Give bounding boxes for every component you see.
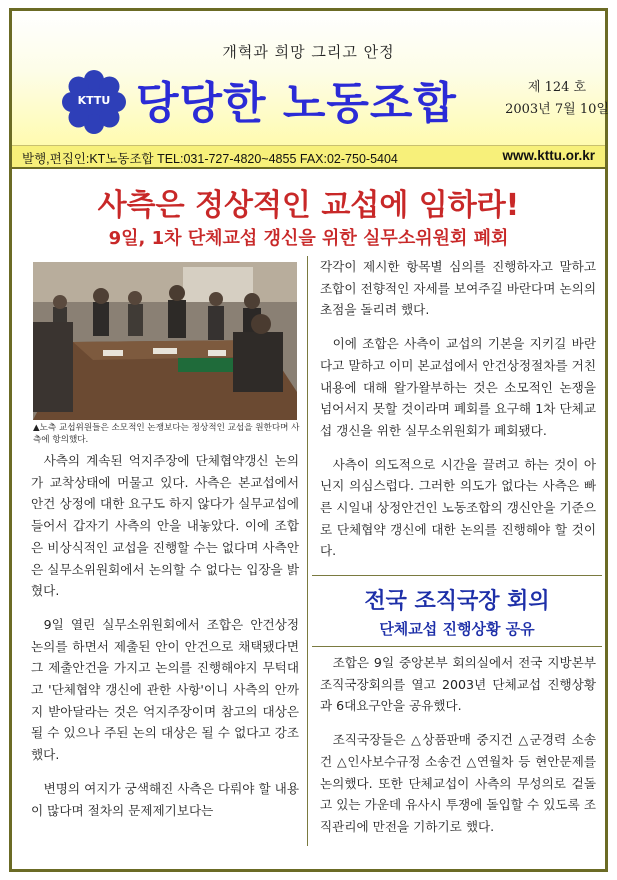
website-url: www.kttu.or.kr: [502, 148, 595, 163]
issue-info: [502, 77, 612, 121]
sidebar-article-title: 전국 조직국장 회의: [364, 588, 550, 614]
article-paragraph: 이에 조합은 사측이 교섭의 기본을 지키길 바란다고 말하고 이미 본교섭에서 안건상정절차를 거친 내용에 대해 왈가왈부하는 것은 소모적인 논쟁을 넘어서지 못할 것이라며 폐회를 요구해 1차 단체교섭 갱신을 위한 실무소위원회가 폐회됐다.: [320, 336, 596, 438]
publisher-bar: [12, 145, 605, 169]
sidebar-article-subtitle: 단체교섭 진행상황 공유: [379, 620, 535, 638]
article-paragraph: 사측의 계속된 억지주장에 단체협약갱신 논의가 교착상태에 머물고 있다. 사측은 본교섭에서 안건 상정에 대한 요구도 하지 않다가 실무교섭에 들어서 갑자기 사측의 안을 내놓았다. 이에 조합은 비상식적인 교섭을 진행할 수는 없다며 사측안은 실무소위원회에서 논의할 수 없다는 입장을 밝혔다.: [31, 453, 299, 599]
photo-caption: ▲노측 교섭위원들은 소모적인 논쟁보다는 정상적인 교섭을 원한다며 사측에 항의했다.: [33, 423, 300, 445]
article-paragraph: 9일 열린 실무소위원회에서 조합은 안건상정 논의를 하면서 제출된 안이 안건으로 채택됐다면 그 제출안건을 가지고 논의를 진행해야지 무턱대고 '단체협약 갱신에 관한 사항'이니 사측의 안까지 받아달라는 것은 억지주장이며 참고의 대상은 될 수 있으나 주된 논의 대상은 될 수 없다고 강조했다.: [31, 616, 299, 763]
masthead-tagline: 개혁과 희망 그리고 안정: [222, 43, 395, 61]
column-divider: [307, 256, 308, 846]
meeting-photo-image: [33, 262, 297, 420]
publisher-info: 발행,편집인:KT노동조합 TEL:031-727-4820~4855 FAX:02-750-5404: [22, 152, 398, 166]
article-paragraph: 사측이 의도적으로 시간을 끌려고 하는 것이 아닌지 의심스럽다. 그러한 의도가 없다는 사측은 빠른 시일내 상정안건인 노동조합의 갱신안을 기준으로 단체협약 갱신에 대한 논의를 진행해야 할 것이다.: [320, 456, 596, 559]
logo-text: KTTU: [77, 94, 111, 107]
masthead: [12, 11, 609, 145]
sidebar-paragraph: 조직국장들은 △상품판매 중지건 △군경력 소송 건 △인사보수규정 소송건 △연월차 등 현안문제를 논의했다. 또한 단체교섭이 사측의 무성의로 겉돌고 있는 가운데 유사시 투쟁에 돌입할 수 있도록 조직관리에 만전을 기하기로 했다.: [320, 732, 596, 834]
meeting-photo: [33, 262, 297, 420]
issue-date: 2003년 7월 10일: [505, 102, 609, 117]
article-headline: 사측은 정상적인 교섭에 임하라!: [97, 188, 520, 223]
article-subheadline: 9일, 1차 단체교섭 갱신을 위한 실무소위원회 폐회: [108, 228, 509, 249]
kttu-logo: [62, 70, 126, 134]
sidebar-paragraph: 조합은 9일 중앙본부 회의실에서 전국 지방본부 조직국장회의를 열고 2003년 단체교섭 진행상황과 6대요구안을 공유했다.: [320, 655, 596, 714]
article-left-column: [31, 450, 299, 833]
newsletter-title: 당당한 노동조합: [136, 78, 457, 129]
article-paragraph: 각각이 제시한 항목별 심의를 진행하자고 말하고 조합이 전향적인 자세를 보여주길 바란다며 논의의 초점을 돌리려 했다.: [320, 259, 596, 318]
issue-number: 제 124 호: [527, 80, 587, 95]
sidebar-article-body: [320, 652, 596, 850]
article-right-column: [320, 256, 596, 574]
sidebar-article-header: [312, 575, 602, 647]
article-paragraph: 변명의 여지가 궁색해진 사측은 다뤄야 할 내용이 많다며 절차의 문제제기보다는: [31, 780, 299, 818]
